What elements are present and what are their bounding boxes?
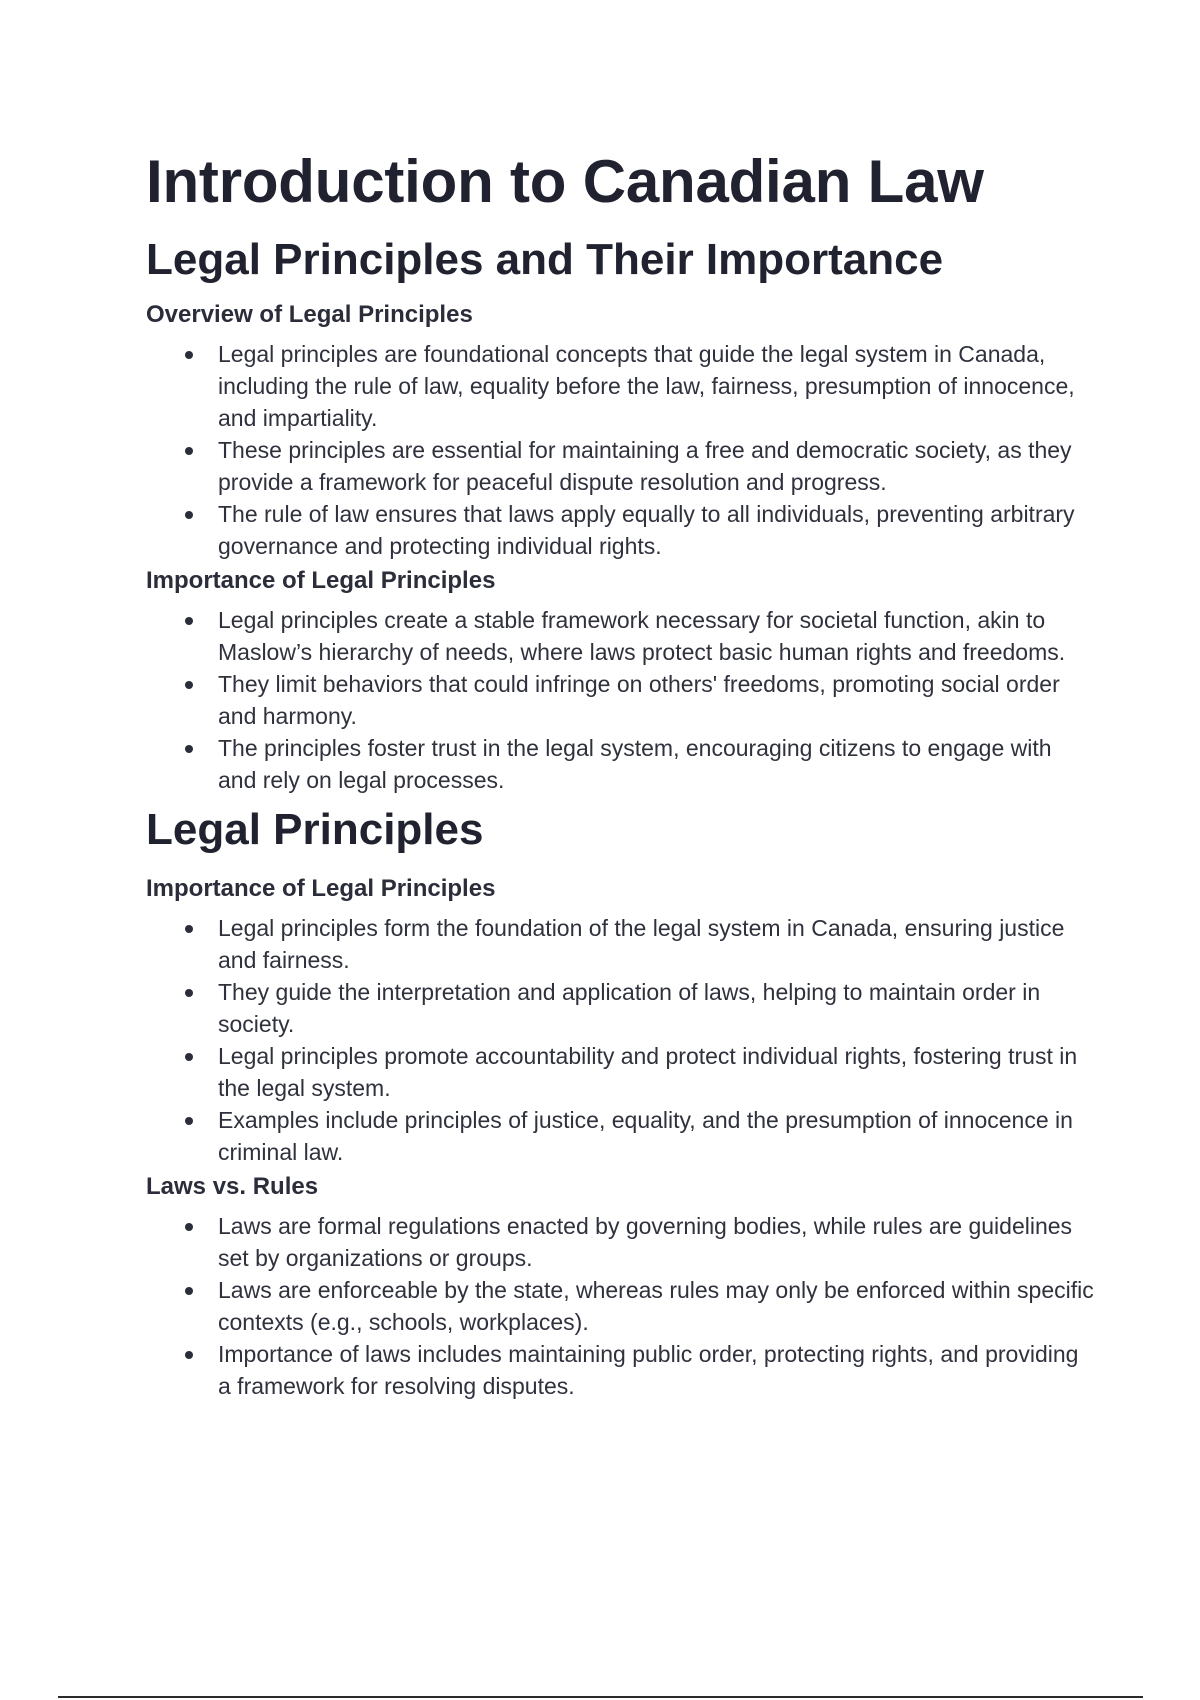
bullet-icon <box>185 447 193 455</box>
document-content <box>146 146 1096 1402</box>
subsection-heading-importance-2: Importance of Legal Principles <box>146 875 496 902</box>
list-item-text: These principles are essential for maintaining a free and democratic society, as they provide a framework for peaceful dispute resolution and progress. <box>218 437 1072 495</box>
list-item-text: They guide the interpretation and application of laws, helping to maintain order in society. <box>218 979 1041 1037</box>
list-item-text: Legal principles are foundational concepts that guide the legal system in Canada, including the rule of law, equality before the law, fairness, presumption of innocence, and impartiality. <box>218 341 1075 431</box>
subsection-heading-importance: Importance of Legal Principles <box>146 567 496 594</box>
bullet-icon <box>185 1351 193 1359</box>
list-item <box>146 668 1096 732</box>
section-heading-legal-principles: Legal Principles <box>146 805 484 854</box>
list-item-text: Legal principles create a stable framework necessary for societal function, akin to Maslow’s hierarchy of needs, where laws protect basic human rights and freedoms. <box>218 607 1066 665</box>
subsection-heading-overview: Overview of Legal Principles <box>146 301 473 328</box>
subsection-heading-laws-vs-rules: Laws vs. Rules <box>146 1173 319 1200</box>
section-heading-legal-principles-importance: Legal Principles and Their Importance <box>146 235 944 284</box>
bullet-icon <box>185 1287 193 1295</box>
bullet-icon <box>185 1053 193 1061</box>
bullet-list-importance-2 <box>146 912 1096 1168</box>
list-item <box>146 1338 1096 1402</box>
list-item-text: The rule of law ensures that laws apply equally to all individuals, preventing arbitrary governance and protecting individual rights. <box>218 501 1075 559</box>
list-item-text: They limit behaviors that could infringe on others' freedoms, promoting social order and harmony. <box>218 671 1060 729</box>
document-title: Introduction to Canadian Law <box>146 148 984 215</box>
bullet-list-overview <box>146 338 1096 562</box>
list-item <box>146 498 1096 562</box>
bullet-icon <box>185 681 193 689</box>
list-item <box>146 604 1096 668</box>
list-item <box>146 1274 1096 1338</box>
list-item-text: Legal principles promote accountability and protect individual rights, fostering trust in the legal system. <box>218 1043 1078 1101</box>
list-item <box>146 338 1096 434</box>
bullet-icon <box>185 511 193 519</box>
bullet-icon <box>185 1117 193 1125</box>
list-item-text: Laws are enforceable by the state, whereas rules may only be enforced within specific contexts (e.g., schools, workplaces). <box>218 1277 1094 1335</box>
list-item <box>146 732 1096 796</box>
bullet-icon <box>185 1223 193 1231</box>
list-item <box>146 976 1096 1040</box>
bullet-list-importance <box>146 604 1096 796</box>
bullet-icon <box>185 745 193 753</box>
bullet-list-laws-vs-rules <box>146 1210 1096 1402</box>
list-item <box>146 1040 1096 1104</box>
page-bottom-divider <box>58 1696 1143 1698</box>
list-item-text: Examples include principles of justice, equality, and the presumption of innocence in criminal law. <box>218 1107 1073 1165</box>
bullet-icon <box>185 351 193 359</box>
bullet-icon <box>185 925 193 933</box>
list-item <box>146 434 1096 498</box>
bullet-icon <box>185 989 193 997</box>
list-item <box>146 1104 1096 1168</box>
list-item-text: Importance of laws includes maintaining public order, protecting rights, and providing a framework for resolving disputes. <box>218 1341 1079 1399</box>
list-item-text: Laws are formal regulations enacted by governing bodies, while rules are guidelines set by organizations or groups. <box>218 1213 1073 1271</box>
bullet-icon <box>185 617 193 625</box>
list-item-text: Legal principles form the foundation of the legal system in Canada, ensuring justice and fairness. <box>218 915 1065 973</box>
list-item <box>146 912 1096 976</box>
list-item-text: The principles foster trust in the legal system, encouraging citizens to engage with and rely on legal processes. <box>218 735 1052 793</box>
list-item <box>146 1210 1096 1274</box>
